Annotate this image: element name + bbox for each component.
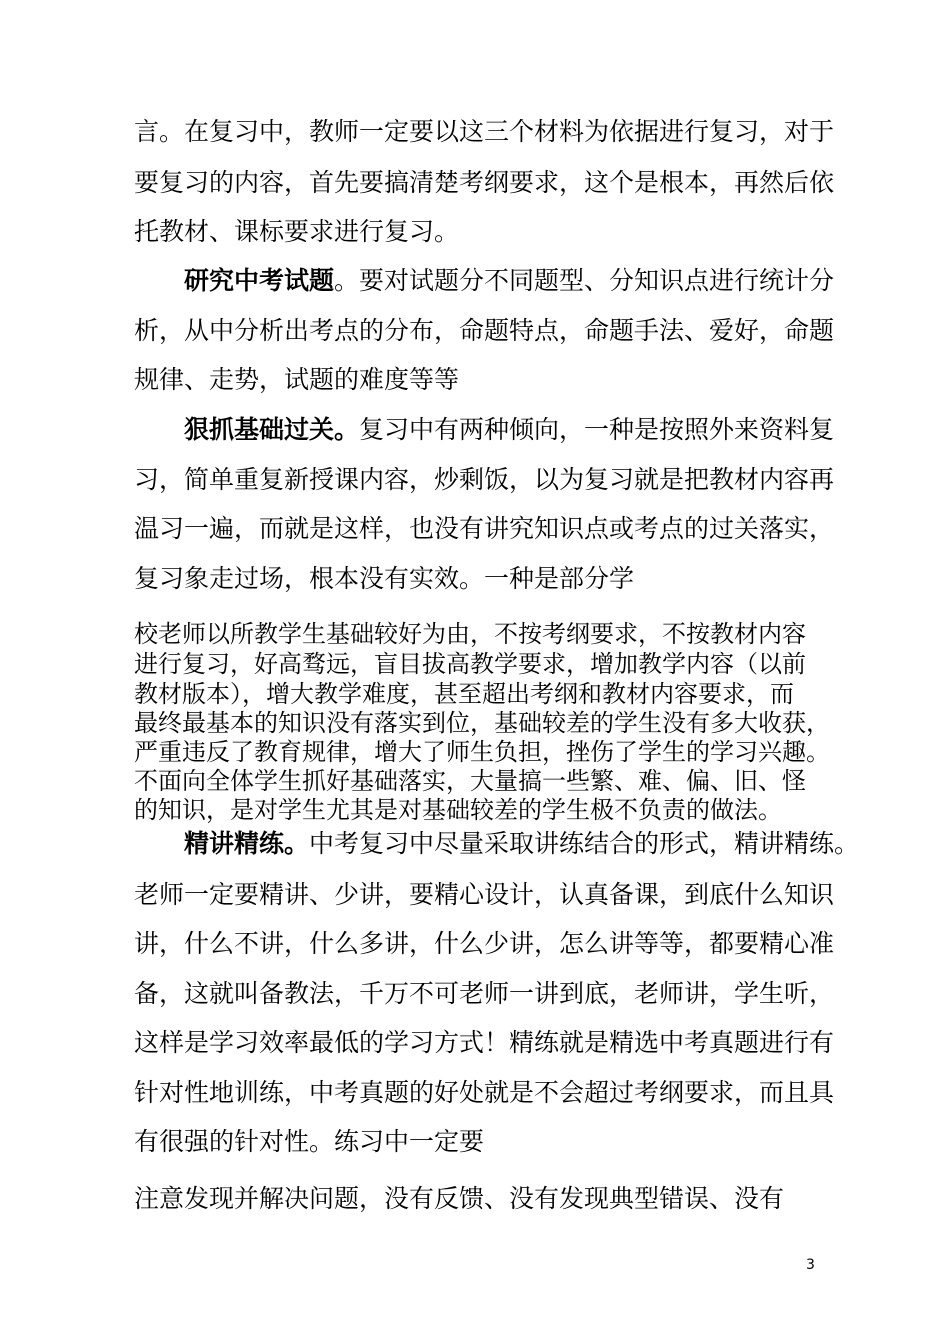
paragraph-heading: 研究中考试题 [184,266,335,295]
text-line: 的知识，是对学生尤其是对基础较差的学生极不负责的做法。 [134,796,782,824]
paragraph-first-line [184,829,859,859]
text-line: 校老师以所教学生基础较好为由，不按考纲要求，不按教材内容 [134,620,806,648]
text-line: 温习一遍，而就是这样，也没有讲究知识点或考点的过关落实， [134,514,835,543]
text-line: 要复习的内容，首先要搞清楚考纲要求，这个是根本，再然后依 [134,168,835,197]
text-line: 复习象走过场，根本没有实效。一种是部分学 [134,564,635,593]
paragraph-first-line [184,266,834,296]
paragraph-heading: 狠抓基础过关。 [184,415,360,444]
text-line: 备，这就叫备教法，千万不可老师一讲到底，老师讲，学生听， [134,979,835,1008]
text-line: 讲，什么不讲，什么多讲，什么少讲，怎么讲等等，都要精心准 [134,929,835,958]
paragraph-text: 中考复习中尽量采取讲练结合的形式，精讲精练。 [309,829,860,858]
paragraph-heading: 精讲精练。 [184,829,310,858]
text-line: 有很强的针对性。练习中一定要 [134,1127,485,1156]
text-line: 这样是学习效率最低的学习方式！精练就是精选中考真题进行有 [134,1028,835,1057]
text-line: 针对性地训练，中考真题的好处就是不会超过考纲要求，而且具 [134,1078,835,1107]
text-line: 进行复习，好高骛远，盲目拔高教学要求，增加教学内容（以前 [134,650,806,678]
text-line: 习，简单重复新授课内容，炒剩饭，以为复习就是把教材内容再 [134,465,835,494]
text-line: 最终最基本的知识没有落实到位，基础较差的学生没有多大收获， [134,709,830,737]
text-line: 托教材、课标要求进行复习。 [134,217,460,246]
text-line: 规律、走势，试题的难度等等 [134,365,460,394]
text-line: 析，从中分析出考点的分布，命题特点，命题手法、爱好，命题 [134,316,835,345]
paragraph-first-line [184,415,834,445]
text-line: 言。在复习中，教师一定要以这三个材料为依据进行复习，对于 [134,117,835,146]
text-line: 老师一定要精讲、少讲，要精心设计，认真备课，到底什么知识 [134,880,835,909]
text-line: 注意发现并解决问题，没有反馈、没有发现典型错误、没有 [134,1184,785,1213]
text-line: 教材版本），增大教学难度，甚至超出考纲和教材内容要求，而 [134,680,794,708]
text-line: 不面向全体学生抓好基础落实，大量搞一些繁、难、偏、旧、怪 [134,767,806,795]
page-number: 3 [806,1257,815,1273]
paragraph-text: 。要对试题分不同题型、分知识点进行统计分 [334,266,835,295]
text-line: 严重违反了教育规律，增大了师生负担，挫伤了学生的学习兴趣。 [134,738,830,766]
paragraph-text: 复习中有两种倾向，一种是按照外来资料复 [359,415,835,444]
